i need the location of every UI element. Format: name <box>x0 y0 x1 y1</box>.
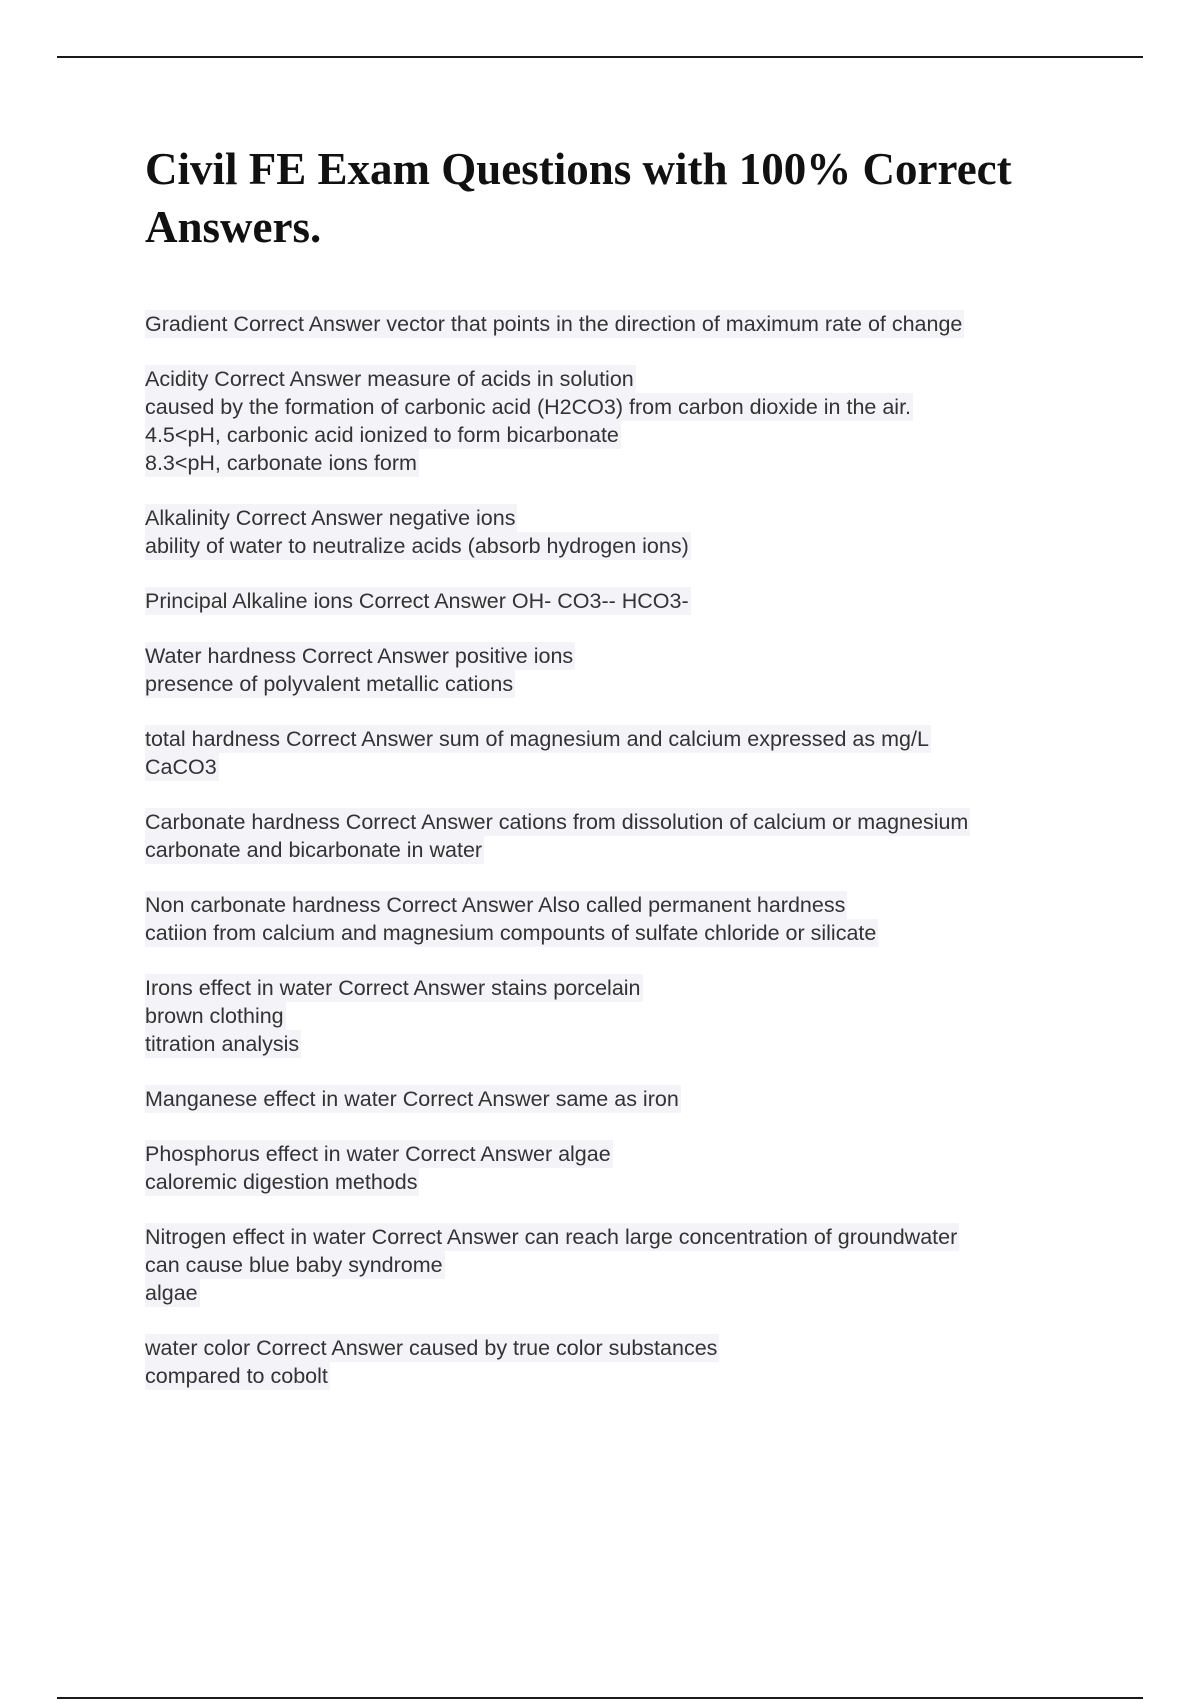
qa-entry-alkalinity <box>145 504 1085 560</box>
qa-entry-water-color <box>145 1334 1085 1390</box>
qa-line: Gradient Correct Answer vector that points in the direction of maximum rate of change <box>145 312 963 336</box>
title-line: Answers. <box>145 202 322 252</box>
qa-line: catiion from calcium and magnesium compounts of sulfate chloride or silicate <box>145 921 877 945</box>
qa-list <box>145 310 1085 1390</box>
qa-line: Alkalinity Correct Answer negative ions <box>145 506 516 530</box>
header-rule <box>57 56 1143 58</box>
qa-line: can cause blue baby syndrome <box>145 1253 443 1277</box>
qa-entry-manganese <box>145 1085 1085 1113</box>
qa-line: Manganese effect in water Correct Answer same as iron <box>145 1087 679 1111</box>
qa-line: water color Correct Answer caused by true color substances <box>145 1336 718 1360</box>
qa-line: carbonate and bicarbonate in water <box>145 838 483 862</box>
qa-line: CaCO3 <box>145 755 217 779</box>
qa-line: total hardness Correct Answer sum of magnesium and calcium expressed as mg/L <box>145 727 929 751</box>
qa-entry-principal-alkaline-ions <box>145 587 1085 615</box>
title-line: Civil FE Exam Questions with 100% Correct <box>145 144 1012 194</box>
qa-entry-carbonate-hardness <box>145 808 1085 864</box>
qa-entry-iron <box>145 974 1085 1058</box>
qa-line: Nitrogen effect in water Correct Answer can reach large concentration of groundwater <box>145 1225 958 1249</box>
qa-line: Acidity Correct Answer measure of acids in solution <box>145 367 634 391</box>
qa-entry-phosphorus <box>145 1140 1085 1196</box>
qa-line: Principal Alkaline ions Correct Answer OH- CO3-- HCO3- <box>145 589 689 613</box>
qa-line: Phosphorus effect in water Correct Answer algae <box>145 1142 611 1166</box>
qa-line: Carbonate hardness Correct Answer cations from dissolution of calcium or magnesium <box>145 810 969 834</box>
qa-entry-non-carbonate-hardness <box>145 891 1085 947</box>
qa-line: caused by the formation of carbonic acid (H2CO3) from carbon dioxide in the air. <box>145 395 912 419</box>
qa-line: caloremic digestion methods <box>145 1170 418 1194</box>
qa-line: compared to cobolt <box>145 1364 328 1388</box>
qa-line: Irons effect in water Correct Answer stains porcelain <box>145 976 641 1000</box>
document-body <box>145 140 1085 1417</box>
qa-entry-gradient <box>145 310 1085 338</box>
qa-entry-total-hardness <box>145 725 1085 781</box>
qa-line: brown clothing <box>145 1004 284 1028</box>
qa-entry-water-hardness <box>145 642 1085 698</box>
qa-entry-nitrogen <box>145 1223 1085 1307</box>
qa-line: algae <box>145 1281 198 1305</box>
page-title <box>145 140 1085 256</box>
qa-line: Non carbonate hardness Correct Answer Also called permanent hardness <box>145 893 846 917</box>
qa-line: presence of polyvalent metallic cations <box>145 672 514 696</box>
qa-line: Water hardness Correct Answer positive ions <box>145 644 574 668</box>
qa-line: 8.3<pH, carbonate ions form <box>145 451 417 475</box>
footer-rule <box>57 1697 1143 1699</box>
qa-entry-acidity <box>145 365 1085 477</box>
qa-line: 4.5<pH, carbonic acid ionized to form bicarbonate <box>145 423 619 447</box>
qa-line: titration analysis <box>145 1032 300 1056</box>
qa-line: ability of water to neutralize acids (absorb hydrogen ions) <box>145 534 689 558</box>
